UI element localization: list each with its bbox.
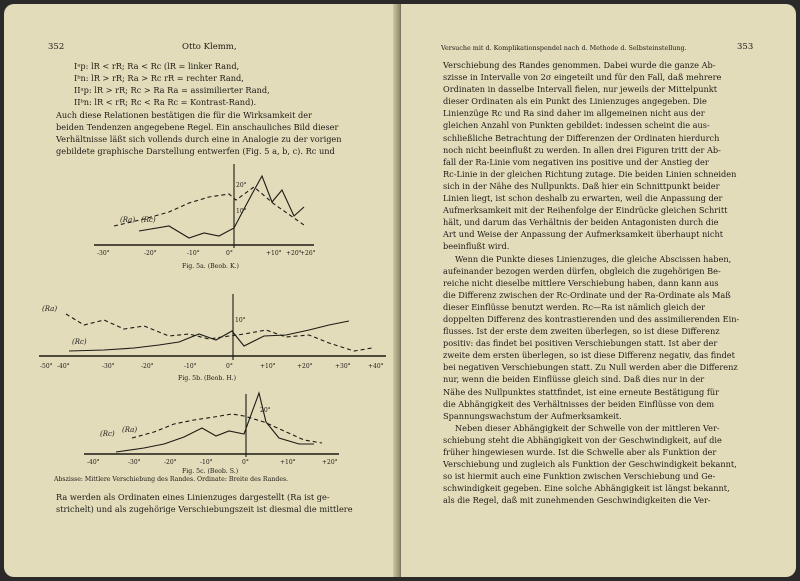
fig-b-tick: +40° <box>368 363 384 370</box>
fig-b-ytick: 10° <box>235 317 246 324</box>
fig-c-label: (Ra) <box>122 426 138 434</box>
text-line: noch nicht beeinflußt zu werden. In allen drei Figuren tritt der Ab- <box>443 144 721 155</box>
fig-b-tick: +20° <box>297 363 313 370</box>
text-line: reiche nicht dieselbe mittlere Verschiebung haben, dann kann aus <box>443 277 719 288</box>
fig-b-tick: +30° <box>335 363 351 370</box>
fig-b-tick: +10° <box>260 363 276 370</box>
fig-c-ytick: 20° <box>260 407 271 414</box>
text-line: beeinflußt wird. <box>443 241 510 252</box>
fig-a-label: (Ra) <box>120 216 136 224</box>
text-line: Spannungswachstum der Aufmerksamkeit. <box>443 410 622 421</box>
text-line: Nähe des Nullpunktes stattfindet, ist eine erneute Bestätigung für <box>443 386 720 397</box>
text-line: szisse in Intervalle von 2σ eingeteilt und für den Fall, daß mehrere <box>443 72 722 83</box>
text-line: gebildete graphische Darstellung entwerfen (Fig. 5 a, b, c). Rc und <box>56 146 335 157</box>
fig-a-ytick: 10° <box>236 208 247 215</box>
running-head-right: Versuche mit d. Komplikationspendel nach d. Methode d. Selbsteinstellung. <box>441 44 687 52</box>
text-line: dieser Einflüsse benutzt werden. Rc—Ra ist nämlich gleich der <box>443 301 706 312</box>
text-line: Linienzüge Rc und Ra sind daher im allgemeinen nicht aus der <box>443 108 705 119</box>
text-line: früher hingewiesen wurde. Ist die Schwelle aber als Funktion der <box>443 447 717 457</box>
text-line: Ra werden als Ordinaten eines Linienzuges dargestellt (Ra ist ge- <box>56 492 330 502</box>
left-page <box>4 4 399 577</box>
fig-a-label: (Rc) <box>141 216 156 224</box>
formula-line: Iᵇn: lR > rR; Ra > Rc rR = rechter Rand, <box>74 73 244 84</box>
fig-b-caption: Fig. 5b. (Beob. H.) <box>178 375 237 382</box>
fig-b-ra-line <box>66 314 372 351</box>
fig-c-tick: +20° <box>322 459 338 466</box>
text-line: Auch diese Relationen bestätigen die für die Wirksamkeit der <box>56 110 313 120</box>
text-line: Aufmerksamkeit mit der Reihenfolge der Eindrücke gleichen Schritt <box>443 205 728 216</box>
fig-b-label: (Ra) <box>42 305 58 313</box>
fig-b-rc-line <box>69 321 349 351</box>
fig-b-tick: -30° <box>102 363 115 370</box>
text-line: beiden Tendenzen angegebene Regel. Ein anschauliches Bild dieser <box>56 122 339 133</box>
fig-c-tick: -40° <box>87 459 100 466</box>
text-line: flusses. Ist der erste dem zweiten überlegen, so ist diese Differenz <box>443 326 720 337</box>
text-line: Art und Weise der Anpassung der Aufmerksamkeit überhaupt nicht <box>443 229 724 240</box>
text-line: gleichen Anzahl von Punkten gebildet: indessen scheint die aus- <box>443 120 710 131</box>
fig-a-tick: 0° <box>226 250 233 257</box>
fig-a-tick: -30° <box>97 250 110 257</box>
text-line: nur, wenn die beiden Einflüsse gleich sind. Daß dies nur in der <box>443 374 705 385</box>
fig-c-tick: -20° <box>164 459 177 466</box>
text-line: die Differenz zwischen der Rc-Ordinate und der Ra-Ordinate als Maß <box>443 289 731 300</box>
text-line: schiebung steht die Abhängigkeit von der Geschwindigkeit, auf die <box>443 434 722 445</box>
fig-b-tick: 0° <box>226 363 233 370</box>
fig-b-tick: -20° <box>141 363 154 370</box>
fig-b-label: (Rc) <box>72 338 87 346</box>
text-line: doppelten Differenz des kontrastierenden und des assimilierenden Ein- <box>443 313 740 324</box>
text-line: Ordinaten in dasselbe Intervall fielen, nur jeweils der Mittelpunkt <box>443 84 718 95</box>
fig-a-tick: +26° <box>300 250 316 257</box>
fig-a-tick: -20° <box>144 250 157 257</box>
fig-c-rc-line <box>116 393 314 452</box>
text-line: Linien liegt, ist schon deshalb zu erwarten, weil die Anpassung der <box>443 193 723 204</box>
text-line: Neben dieser Abhängigkeit der Schwelle von der mittleren Ver- <box>455 422 720 433</box>
open-book <box>4 4 796 577</box>
formula-line: Iᵃp: lR < rR; Ra < Rc (lR = linker Rand, <box>74 61 240 71</box>
text-line: dieser Ordinaten als ein Punkt des Linienzuges angegeben. Die <box>443 96 707 107</box>
running-head-left: Otto Klemm, <box>182 42 237 52</box>
fig-b-tick: -50° <box>40 363 53 370</box>
formula-line: IIᵃp: lR > rR; Rc > Ra Ra = assimilierter Rand, <box>74 85 270 96</box>
fig-c-ra-line <box>132 414 322 443</box>
text-line: die Abhängigkeit des Verhältnisses der beiden Einflüsse von dem <box>443 398 715 409</box>
fig-a-ytick: 20° <box>236 182 247 189</box>
text-line: so ist hiermit auch eine Funktion zwischen Verschiebung und Ge- <box>443 471 716 482</box>
fig-b-tick: -40° <box>57 363 70 370</box>
right-body-text <box>443 59 739 506</box>
right-page <box>401 4 796 577</box>
text-line: strichelt) und als zugehörige Verschiebungszeit ist diesmal die mittlere <box>56 504 353 515</box>
text-line: Wenn die Punkte dieses Linienzuges, die gleiche Abscissen haben, <box>455 253 732 264</box>
fig-c-tick: -30° <box>128 459 141 466</box>
text-line: schwindigkeit gegeben. Eine solche Abhängigkeit ist längst bekannt, <box>443 483 730 494</box>
fig-c-tick: 0° <box>242 459 249 466</box>
page-number-right: 353 <box>737 42 754 52</box>
axis-note: Abszisse: Mittlere Verschiebung des Randes. Ordinate: Breite des Randes. <box>54 476 289 483</box>
fig-a-tick: +20° <box>286 250 302 257</box>
fig-c-caption: Fig. 5c. (Beob. S.) <box>182 468 239 475</box>
text-line: schließliche Betrachtung der Differenzen der Ordinaten hierdurch <box>443 132 720 143</box>
bottom-paragraph <box>56 491 353 515</box>
text-line: Verschiebung des Randes genommen. Dabei wurde die ganze Ab- <box>443 60 716 70</box>
fig-a-tick: +10° <box>266 250 282 257</box>
text-line: aufeinander bezogen werden dürfen, obgleich die zugehörigen Be- <box>443 265 721 276</box>
text-line: als die Regel, daß mit zunehmenden Geschwindigkeiten die Ver- <box>443 495 711 506</box>
text-line: Rc-Linie in der gleichen Richtung zutage. Die beiden Linien schneiden <box>443 168 737 179</box>
fig-a-rc-line <box>139 176 304 238</box>
text-line: hält, und darum das Verhältnis der beiden Antagonisten durch die <box>443 217 719 228</box>
text-line: positiv: das findet bei positiven Verschiebungen statt. Ist aber der <box>443 338 718 349</box>
fig-c-label: (Rc) <box>100 430 115 438</box>
fig-c-tick: -10° <box>200 459 213 466</box>
fig-c-tick: +10° <box>280 459 296 466</box>
text-line: fall der Ra-Linie vom negativen ins positive und der Anstieg der <box>443 156 709 167</box>
text-line: Verschiebung und zugleich als Funktion der Geschwindigkeit bekannt, <box>443 459 737 470</box>
formula-line: IIᵇn: lR < rR; Rc < Ra Rc = Kontrast-Rand). <box>74 97 257 108</box>
text-line: zweite dem ersten überlegen, so ist diese Differenz negativ, das findet <box>443 350 735 361</box>
text-line: sich in der Nähe des Nullpunkts. Daß hier ein Schnittpunkt beider <box>443 180 720 191</box>
text-line: bei negativen Verschiebungen statt. Zu Null werden aber die Differenz <box>443 362 738 373</box>
fig-a-tick: -10° <box>187 250 200 257</box>
fig-a-caption: Fig. 5a. (Beob. K.) <box>182 263 239 270</box>
text-line: Verhältnisse läßt sich vollends durch eine in Analogie zu der vorigen <box>56 134 342 145</box>
page-number-left: 352 <box>48 42 65 52</box>
fig-b-tick: -10° <box>184 363 197 370</box>
